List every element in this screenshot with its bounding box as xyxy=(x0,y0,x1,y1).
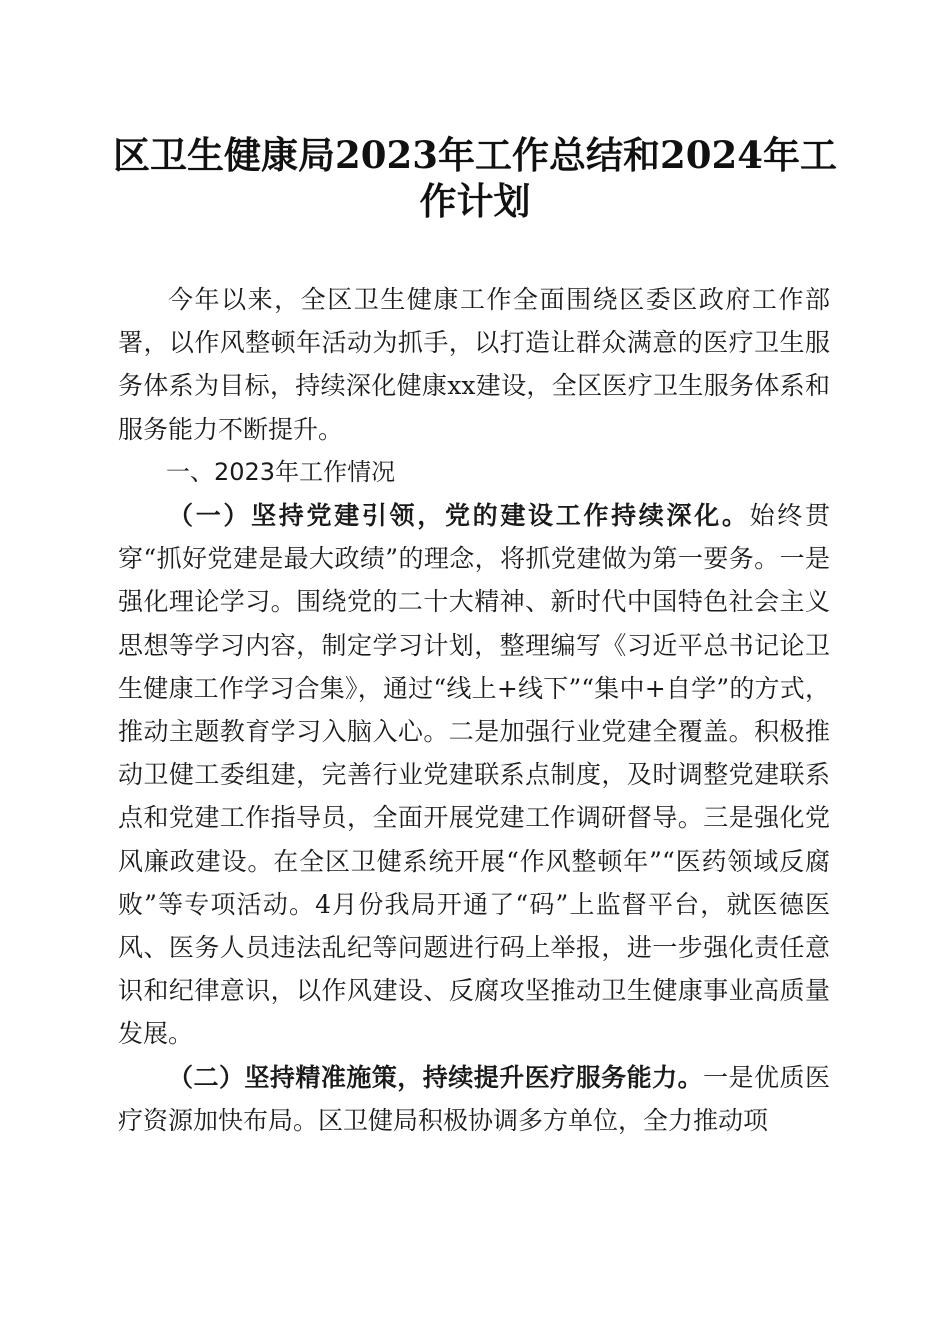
section-heading: 一、2023年工作情况 xyxy=(166,457,396,486)
intro-paragraph: 今年以来，全区卫生健康工作全面围绕区委区政府工作部署，以作风整顿年活动为抓手，以打造让群众满意的医疗卫生服务体系为目标，持续深化健康xx建设，全区医疗卫生服务体系和服务能力不断提升。 xyxy=(118,285,830,444)
paragraph-item-1 xyxy=(118,494,830,1056)
item-1-text: 始终贯穿“抓好党建是最大政绩”的理念，将抓党建做为第一要务。一是强化理论学习。围绕党的二十大精神、新时代中国特色社会主义思想等学习内容，制定学习计划，整理编写《习近平总书记论卫生健康工作学习合集》，通过“线上+线下”“集中+自学”的方式，推动主题教育学习入脑入心。二是加强行业党建全覆盖。积极推动卫健工委组建，完善行业党建联系点制度，及时调整党建联系点和党建工作指导员，全面开展党建工作调研督导。三是强化党风廉政建设。在全区卫健系统开展“作风整顿年”“医药领域反腐败”等专项活动。4月份我局开通了“码”上监督平台，就医德医风、医务人员违法乱纪等问题进行码上举报，进一步强化责任意识和纪律意识，以作风建设、反腐攻坚推动卫生健康事业高质量发展。 xyxy=(118,501,830,1049)
item-2-text: 一是优质医疗资源加快布局。区卫健局积极协调多方单位，全力推动项 xyxy=(118,1062,830,1135)
document-body xyxy=(118,278,830,1142)
item-2-lead: （二）坚持精准施策，持续提升医疗服务能力。 xyxy=(168,1062,704,1092)
item-1-lead: （一）坚持党建引领，党的建设工作持续深化。 xyxy=(168,501,750,531)
paragraph-item-2 xyxy=(118,1056,830,1142)
document-title: 区卫生健康局2023年工作总结和2024年工作计划 xyxy=(113,133,837,223)
